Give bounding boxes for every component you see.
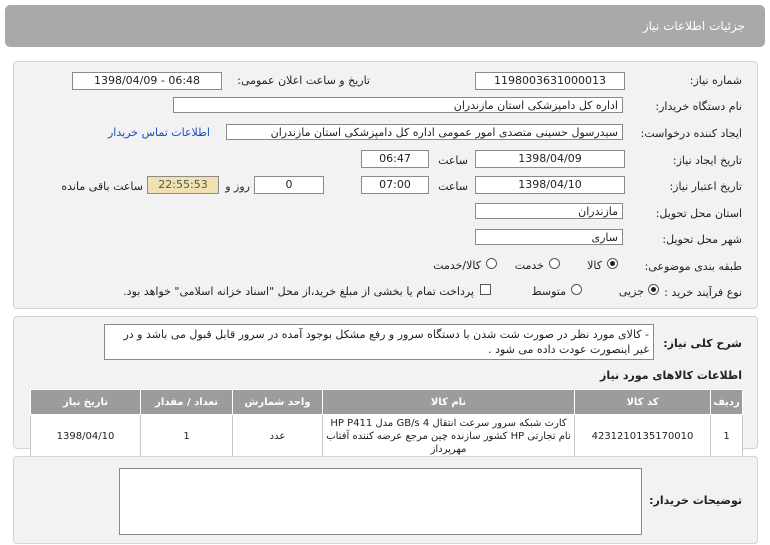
creator-field: سیدرسول حسینی متصدی امور عمومی اداره کل دامپزشکی استان مازندران [226, 124, 623, 140]
item-row-number: 1 [711, 415, 743, 458]
item-name: کارت شبکه سرور سرعت انتقال 4 GB/s مدل HP P411 نام تجارتی HP کشور سازنده چین مرجع عرضه کننده آفتاب مهرپرداز [323, 415, 575, 458]
col-header-date: تاریخ نیاز [31, 390, 141, 415]
create-date-label: تاریخ ایجاد نیاز: [672, 154, 742, 167]
col-header-code: کد کالا [575, 390, 711, 415]
announce-label: تاریخ و ساعت اعلان عمومی: [237, 74, 370, 87]
creator-label: ایجاد کننده درخواست: [640, 127, 742, 140]
validity-date-field: 1398/04/10 [475, 176, 625, 194]
category-option-goods: کالا [587, 259, 602, 272]
process-radio-medium[interactable] [571, 284, 582, 295]
announce-field: 1398/04/09 - 06:48 [72, 72, 222, 90]
city-field: ساری [475, 229, 623, 245]
buyer-notes-label: توضیحات خریدار: [649, 494, 742, 507]
col-header-name: نام کالا [323, 390, 575, 415]
province-label: استان محل تحویل: [655, 207, 742, 220]
page-title: جزئیات اطلاعات نیاز [642, 19, 745, 33]
buyer-org-field: اداره کل دامپزشکی استان مازندران [173, 97, 623, 113]
need-number-label: شماره نیاز: [689, 74, 742, 87]
process-radio-minor[interactable] [648, 284, 659, 295]
item-code: 4231210135170010 [575, 415, 711, 458]
create-time-field: 06:47 [361, 150, 429, 168]
province-field: مازندران [475, 203, 623, 219]
payment-note: پرداخت تمام یا بخشی از مبلغ خرید،از محل "اسناد خزانه اسلامی" خواهد بود. [123, 285, 474, 298]
treasury-payment-checkbox[interactable] [480, 284, 491, 295]
days-label: روز و [225, 180, 250, 193]
item-date: 1398/04/10 [31, 415, 141, 458]
need-number-field: 1198003631000013 [475, 72, 625, 90]
create-time-label: ساعت [438, 154, 468, 167]
summary-text: - کالای مورد نظر در صورت شت شدن با دستگاه سرور و رفع مشکل بوجود آمده در سرور قابل قبول می باشد و در غیر اینصورت عودت داده می شود . [104, 324, 654, 360]
category-radio-both[interactable] [486, 258, 497, 269]
col-header-row: ردیف [711, 390, 743, 415]
category-option-both: کالا/خدمت [433, 259, 481, 272]
contact-buyer-link[interactable]: اطلاعات تماس خریدار [108, 126, 210, 139]
items-table [30, 389, 743, 458]
items-table-header [31, 390, 743, 415]
validity-date-label: تاریخ اعتبار نیاز: [669, 180, 742, 193]
item-unit: عدد [233, 415, 323, 458]
col-header-qty: تعداد / مقدار [141, 390, 233, 415]
process-option-minor: جزیی [618, 285, 644, 298]
item-qty: 1 [141, 415, 233, 458]
buyer-org-label: نام دستگاه خریدار: [655, 100, 742, 113]
page-header [5, 5, 765, 47]
category-option-service: خدمت [514, 259, 544, 272]
validity-time-label: ساعت [438, 180, 468, 193]
buyer-notes-box [119, 468, 642, 535]
category-radio-service[interactable] [549, 258, 560, 269]
remaining-time-field: 22:55:53 [147, 176, 219, 194]
validity-time-field: 07:00 [361, 176, 429, 194]
days-field: 0 [254, 176, 324, 194]
remaining-label: ساعت باقی مانده [61, 180, 143, 193]
summary-label: شرح کلی نیاز: [663, 337, 742, 350]
category-radio-goods[interactable] [607, 258, 618, 269]
table-row [31, 415, 743, 458]
create-date-field: 1398/04/09 [475, 150, 625, 168]
items-section-title: اطلاعات کالاهای مورد نیاز [600, 369, 742, 382]
process-option-medium: متوسط [531, 285, 566, 298]
col-header-unit: واحد شمارش [233, 390, 323, 415]
category-label: طبقه بندی موضوعی: [644, 260, 742, 273]
city-label: شهر محل تحویل: [662, 233, 742, 246]
process-label: نوع فرآیند خرید : [664, 286, 742, 299]
